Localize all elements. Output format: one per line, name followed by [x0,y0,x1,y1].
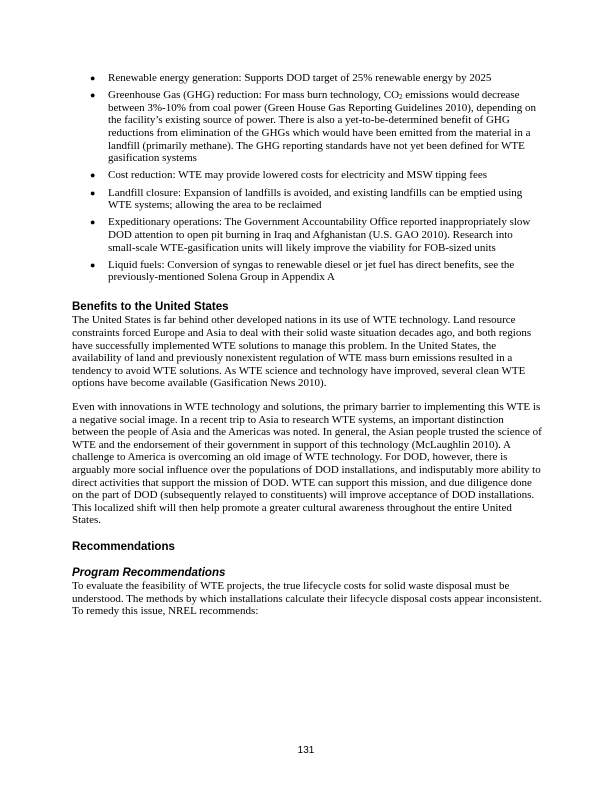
bullet-text-pre: Greenhouse Gas (GHG) reduction: For mass burn technology, CO [108,89,400,102]
bullet-item [72,259,542,284]
subheading-program-recommendations: Program Recommendations [72,566,226,579]
section-heading-benefits: Benefits to the United States [72,301,229,314]
recommendations-paragraph-1: To evaluate the feasibility of WTE projects, the true lifecycle costs for solid waste disposal must be understood. The methods by which installations calculate their lifecycle disposal costs appear inconsistent. To remedy this issue, NREL recommends: [72,579,542,618]
bullet-text-post: emissions would decrease between 3%-10% from coal power (Green House Gas Reporting Guidelines 2010), depending on the facility’s existing source of power. There is also a yet-to-be-determined benefit of GHG reductions from elimination of the GHGs which would have been emitted from the material in a landfill (primarily methane). The GHG reporting standards have not yet been defined for WTE gasification systems [108,89,536,165]
bullet-icon: ● [90,73,96,83]
bullet-item [72,216,542,254]
bullet-item [72,187,542,212]
bullet-text: Renewable energy generation: Supports DOD target of 25% renewable energy by 2025 [108,72,492,84]
bullet-text: Liquid fuels: Conversion of syngas to renewable diesel or jet fuel has direct benefits, see the previously-mentioned Solena Group in Appendix A [108,258,515,284]
bullet-item [72,72,542,85]
bullet-icon: ● [90,170,96,181]
bullet-text [108,89,536,164]
page-number: 131 [297,745,315,756]
benefits-paragraph-2: Even with innovations in WTE technology and solutions, the primary barrier to implementing this WTE is a negative social image. In a recent trip to Asia to research WTE systems, an important distinction between the people of Asia and the Americas was noted. In general, the Asian people trusted the science of WTE and the endorsement of their government in support of this technology (McLaughlin 2010). A challenge to America is overcoming an old image of WTE technology. For DOD, however, there is arguably more social influence over the populations of DOD installations, and indisputably more ability to direct activities that support the mission of DOD. WTE can support this mission, and due diligence done on the part of DOD (subsequently relayed to constituents) will improve acceptance of DOD installations. This localized shift will then help promote a greater cultural awareness throughout the entire United States. [72,401,542,527]
page-content [72,72,542,618]
bullet-item [72,89,542,165]
bullet-item [72,169,542,182]
benefits-paragraph-1: The United States is far behind other developed nations in its use of WTE technology. Land resource constraints forced Europe and Asia to deal with their solid waste situation decades ago, and both regions have successfully implemented WTE solutions to manage this problem. In the United States, the availability of land and previously nonexistent regulation of WTE mass burn emissions resulted in a tendency to avoid WTE solutions. As WTE science and technology have improved, several clean WTE options have become available (Gasification News 2010). [72,314,532,390]
subscript: 2 [399,93,403,102]
section-heading-recommendations: Recommendations [72,540,175,553]
bullet-icon: ● [90,187,96,198]
bullet-icon: ● [90,217,96,228]
bullet-icon: ● [90,90,96,101]
bullet-text: Expeditionary operations: The Government Accountability Office reported inappropriately slow DOD attention to open pit burning in Iraq and Afghanistan (U.S. GAO 2010). Research into small-scale WTE-gasification units will likely improve the viability for FOB-sized units [108,216,531,254]
bullet-text: Landfill closure: Expansion of landfills is avoided, and existing landfills can be emptied using WTE systems; allowing the area to be reclaimed [108,186,523,212]
benefits-bullet-list [72,72,542,284]
bullet-icon: ● [90,259,96,270]
bullet-text: Cost reduction: WTE may provide lowered costs for electricity and MSW tipping fees [108,169,488,182]
